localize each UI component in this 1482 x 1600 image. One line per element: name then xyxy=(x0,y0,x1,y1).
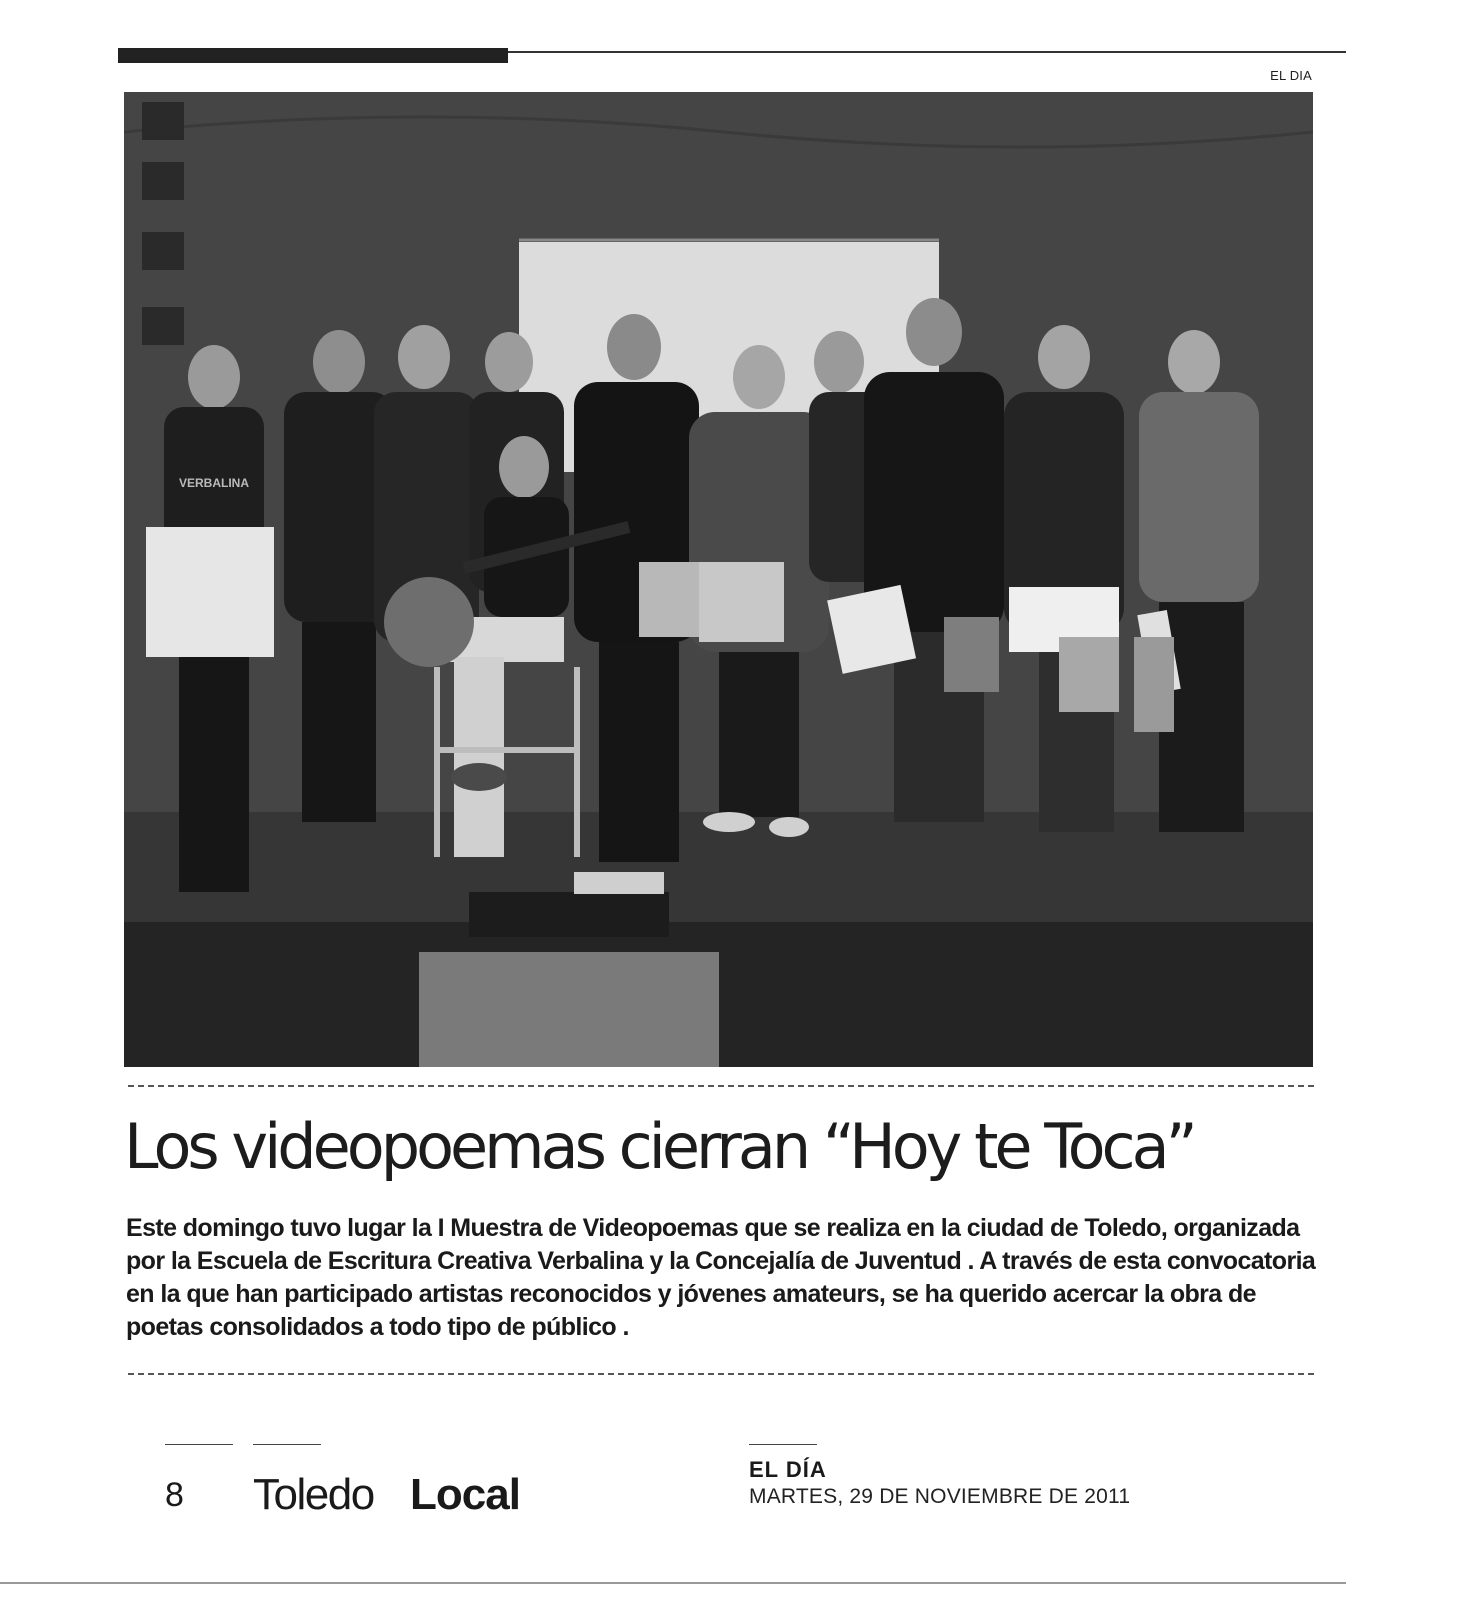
header-rule-thick xyxy=(118,48,508,63)
section-name: Local xyxy=(410,1470,520,1519)
diploma-paper xyxy=(146,527,274,657)
page-bottom-rule xyxy=(0,1582,1346,1584)
footer-rule xyxy=(749,1444,817,1445)
newspaper-name: EL DÍA xyxy=(749,1457,827,1482)
publication-date: MARTES, 29 DE NOVIEMBRE DE 2011 xyxy=(749,1485,1131,1508)
page-number: 8 xyxy=(165,1476,184,1514)
article-lead: Este domingo tuvo lugar la I Muestra de Videopoemas que se realiza en la ciudad de Toledo, organizada por la Escuela de Escritura Creativa Verbalina y la Concejalía de Juventud . A través de esta convocatoria en la que han participado artistas reconocidos y jóvenes amateurs, se ha querido acercar la obra de poetas consolidados a todo tipo de público . xyxy=(126,1214,1316,1341)
header-rule-thin xyxy=(508,51,1346,53)
lead-bottom-divider xyxy=(128,1373,1314,1375)
article-photo xyxy=(124,92,1313,1067)
guitar-body xyxy=(384,577,474,667)
photo-credit: EL DIA xyxy=(1270,68,1312,83)
headline-top-divider xyxy=(128,1085,1314,1087)
footer-rule xyxy=(165,1444,233,1445)
section-city: Toledo xyxy=(253,1470,374,1519)
shirt-print: VERBALINA xyxy=(178,476,250,490)
article-headline: Los videopoemas cierran “Hoy te Toca” xyxy=(124,1110,1194,1183)
footer-rule xyxy=(253,1444,321,1445)
